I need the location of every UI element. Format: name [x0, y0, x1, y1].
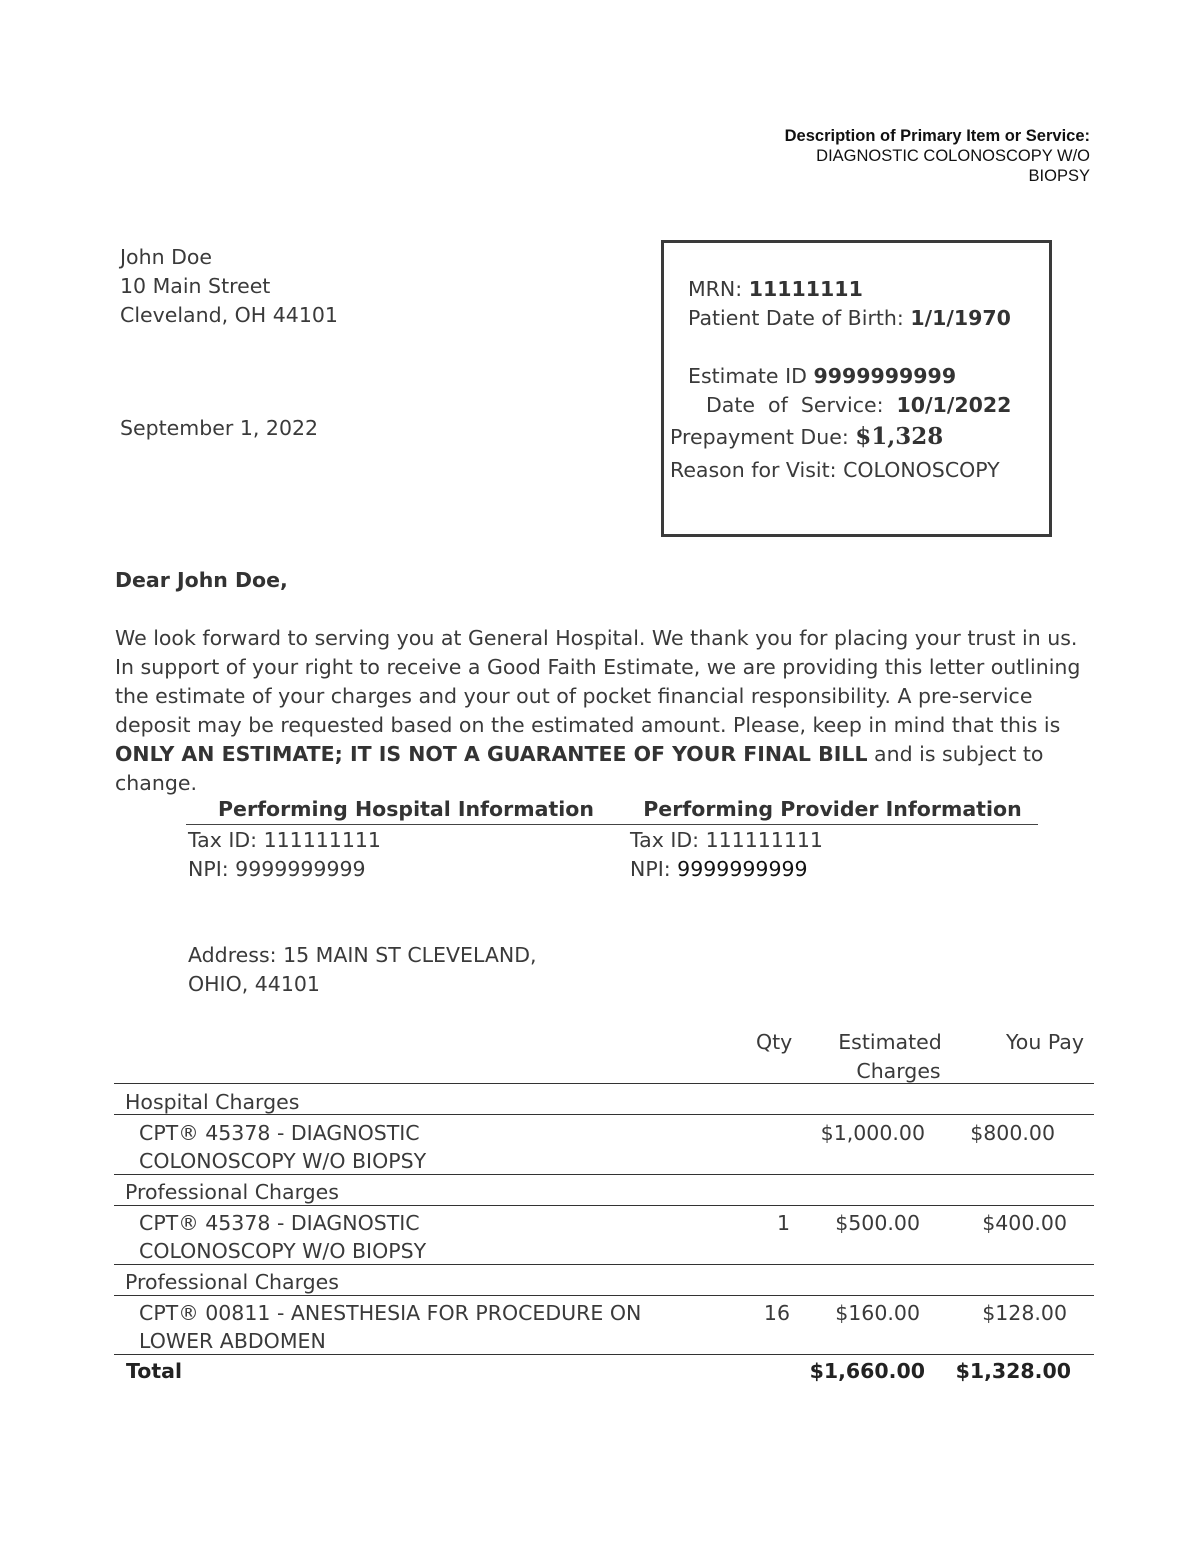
row-rule	[114, 1264, 1094, 1265]
line-item-you-pay: $400.00	[982, 1211, 1067, 1235]
prepayment-value: $1,328	[855, 423, 944, 450]
reason-label: Reason for Visit:	[670, 458, 837, 482]
hospital-address-line1: Address: 15 MAIN ST CLEVELAND,	[188, 943, 537, 967]
table-header-rule	[114, 1083, 1094, 1084]
section-title: Hospital Charges	[125, 1090, 300, 1114]
section-title: Professional Charges	[125, 1270, 339, 1294]
line-item-desc-line1: CPT® 45378 - DIAGNOSTIC	[139, 1121, 420, 1145]
line-item-description	[139, 1119, 426, 1175]
provider-tax-id: Tax ID: 111111111	[630, 828, 823, 852]
line-item-desc-line2: LOWER ABDOMEN	[139, 1329, 326, 1353]
hospital-address-line2: OHIO, 44101	[188, 972, 320, 996]
reason-line	[670, 458, 1000, 482]
you-pay-header: You Pay	[1006, 1030, 1084, 1054]
line-item-desc-line2: COLONOSCOPY W/O BIOPSY	[139, 1239, 427, 1263]
estimated-header-line1: Estimated	[838, 1030, 942, 1054]
patient-city: Cleveland, OH 44101	[120, 303, 338, 327]
line-item-desc-line2: COLONOSCOPY W/O BIOPSY	[139, 1149, 427, 1173]
prepayment-label: Prepayment Due:	[670, 425, 849, 449]
hospital-tax-id: Tax ID: 111111111	[188, 828, 381, 852]
estimate-id-value: 9999999999	[813, 364, 957, 388]
line-item-desc-line1: CPT® 45378 - DIAGNOSTIC	[139, 1211, 420, 1235]
total-label: Total	[126, 1359, 183, 1383]
dob-line	[688, 306, 1011, 330]
estimate-info-box	[661, 240, 1052, 537]
mrn-value: 11111111	[748, 277, 863, 301]
provider-npi-label: NPI:	[630, 857, 678, 881]
line-item-estimated: $1,000.00	[820, 1121, 925, 1145]
date-of-service-line	[706, 393, 1011, 417]
date-of-service-value: 10/1/2022	[896, 393, 1012, 417]
dob-value: 1/1/1970	[910, 306, 1011, 330]
body-text: We look forward to serving you at General Hospital. We thank you for placing your trust in us. In support of your right to receive a Good Faith Estimate, we are providing this letter outlining the estimate of your charges and your out of pocket financial responsibility. A pre-service deposit may be requested based on the estimated amount. Please, keep in mind that this is	[115, 626, 1081, 737]
estimate-id-line	[688, 364, 956, 388]
line-item-you-pay: $128.00	[982, 1301, 1067, 1325]
greeting: Dear John Doe,	[115, 568, 288, 592]
primary-item-line2: BIOPSY	[1028, 167, 1090, 185]
total-rule	[114, 1354, 1094, 1355]
line-item-desc-line1: CPT® 00811 - ANESTHESIA FOR PROCEDURE ON	[139, 1301, 642, 1325]
patient-street: 10 Main Street	[120, 274, 271, 298]
line-item-estimated: $500.00	[835, 1211, 920, 1235]
info-heading-rule	[186, 824, 1038, 825]
patient-name: John Doe	[120, 245, 213, 269]
section-rule	[114, 1295, 1094, 1296]
section-rule	[114, 1114, 1094, 1115]
provider-npi-value: 9999999999	[677, 857, 808, 881]
qty-header: Qty	[756, 1030, 793, 1054]
line-item-you-pay: $800.00	[970, 1121, 1055, 1145]
provider-info-values	[630, 826, 823, 884]
hospital-npi: NPI: 9999999999	[188, 857, 366, 881]
body-paragraph	[115, 624, 1090, 798]
line-item-description	[139, 1209, 426, 1265]
estimated-charges-header	[820, 1028, 960, 1086]
provider-info-heading: Performing Provider Information	[643, 797, 1022, 821]
row-rule	[114, 1174, 1094, 1175]
prepayment-line	[670, 423, 943, 450]
patient-address	[120, 243, 338, 330]
reason-value: COLONOSCOPY	[843, 458, 1000, 482]
line-item-qty: 1	[776, 1211, 790, 1235]
total-estimated: $1,660.00	[809, 1359, 925, 1383]
section-title: Professional Charges	[125, 1180, 339, 1204]
date-of-service-label: Date of Service:	[706, 393, 884, 417]
mrn-line	[688, 277, 863, 301]
total-you-pay: $1,328.00	[955, 1359, 1071, 1383]
body-tail: and is subject to change.	[115, 742, 1044, 795]
provider-npi	[630, 855, 823, 884]
primary-item-line1: DIAGNOSTIC COLONOSCOPY W/O	[816, 147, 1090, 165]
hospital-info-heading: Performing Hospital Information	[218, 797, 594, 821]
section-rule	[114, 1205, 1094, 1206]
body-bold-disclaimer: ONLY AN ESTIMATE; IT IS NOT A GUARANTEE OF YOUR FINAL BILL	[115, 742, 868, 766]
mrn-label: MRN:	[688, 277, 743, 301]
line-item-estimated: $160.00	[835, 1301, 920, 1325]
primary-item-description	[785, 126, 1090, 186]
line-item-qty: 16	[763, 1301, 790, 1325]
hospital-address	[188, 941, 537, 999]
estimate-id-label: Estimate ID	[688, 364, 807, 388]
hospital-info-values	[188, 826, 381, 884]
primary-item-label: Description of Primary Item or Service:	[784, 127, 1090, 145]
dob-label: Patient Date of Birth:	[688, 306, 904, 330]
line-item-description	[139, 1299, 641, 1355]
estimated-header-line2: Charges	[856, 1059, 941, 1083]
letter-date: September 1, 2022	[120, 416, 319, 440]
